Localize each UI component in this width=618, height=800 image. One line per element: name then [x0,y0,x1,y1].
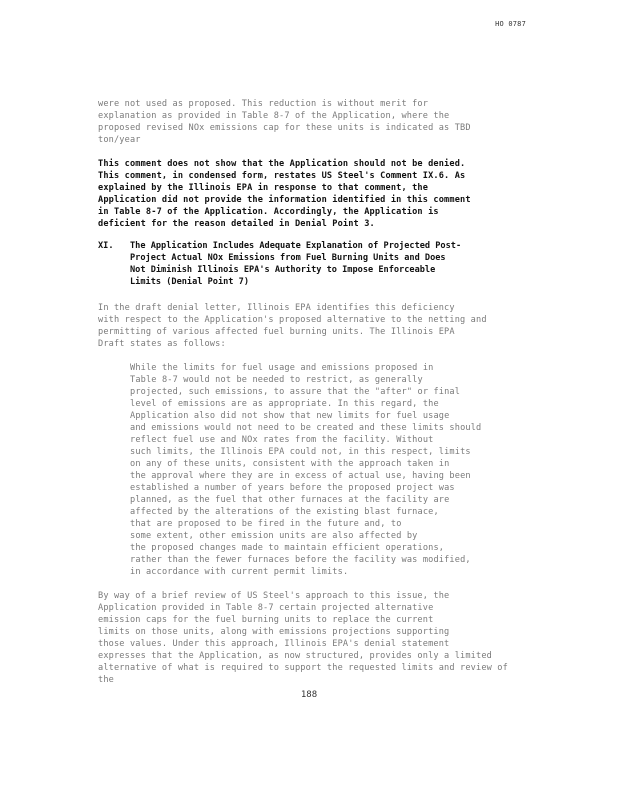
section-title: The Application Includes Adequate Explanation of Projected Post- Project Actual NOx Emissions from Fuel Burning Units and Does Not Diminish Illinois EPA's Authority to Impose Enforceable Limits (Denial Point 7) [130,241,462,287]
paragraph-intro: In the draft denial letter, Illinois EPA identifies this deficiency with respect to the Application's proposed alternative to the netting and permitting of various affected fuel burning units. The Illinois EPA Draft states as follows: [98,303,487,349]
paragraph-continuation: were not used as proposed. This reduction is without merit for explanation as provided in Table 8-7 of the Application, where the proposed revised NOx emissions cap for these units is indicated as TBD ton/year [98,99,471,145]
section-number: XI. [98,241,114,251]
block-quote: While the limits for fuel usage and emissions proposed in Table 8-7 would not be needed to restrict, as generally projected, such emissions, to assure that the "after" or final level of emissions are as appropriate. In this regard, the Application also did not show that new limits for fuel usage and emissions would not need to be created and these limits should reflect fuel use and NOx rates from the facility. Without such limits, the Illinois EPA could not, in this respect, limits on any of these units, consistent with the approach taken in the approval where they are in excess of actual use, having been established a number of years before the proposed project was planned, as the fuel that other furnaces at the facility are affected by the alterations of the existing blast furnace, that are proposed to be fired in the future and, to some extent, other emission units are also affected by the proposed changes made to maintain efficient operations, rather than the fewer furnaces before the facility was modified, in accordance with current permit limits. [130,363,482,577]
document-id: HO 0787 [495,20,526,28]
paragraph-response: This comment does not show that the Application should not be denied. This comment, in condensed form, restates US Steel's Comment IX.6. As explained by the Illinois EPA in response to that comment, the Application did not provide the information identified in this comment in Table 8-7 of the Application. Accordingly, the Application is deficient for the reason detailed in Denial Point 3. [98,159,471,229]
paragraph-review: By way of a brief review of US Steel's approach to this issue, the Application provided in Table 8-7 certain projected alternative emission caps for the fuel burning units to replace the current limits on those units, along with emissions projections supporting those values. Under this approach, Illinois EPA's denial statement expresses that the Application, as now structured, provides only a limited alternative of what is required to support the requested limits and review of the [98,591,508,685]
page-number: 188 [300,690,318,700]
